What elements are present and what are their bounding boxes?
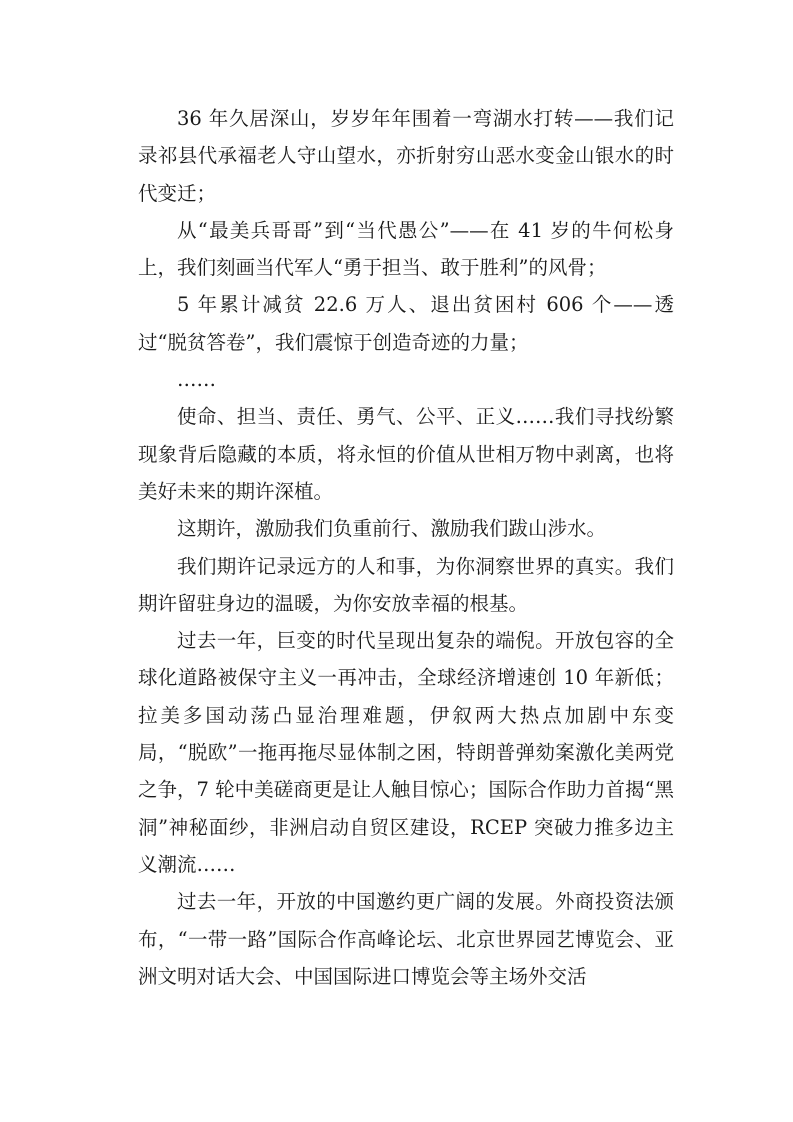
paragraph: 我们期许记录远方的人和事，为你洞察世界的真实。我们期许留驻身边的温暖，为你安放幸福的根基。 <box>138 554 674 615</box>
paragraph: 从“最美兵哥哥”到“当代愚公”——在 41 岁的牛何松身上，我们刻画当代军人“勇于担当、敢于胜利”的风骨； <box>138 218 674 280</box>
paragraph: 这期许，激励我们负重前行、激励我们跋山涉水。 <box>177 517 607 541</box>
paragraph: 5 年累计减贫 22.6 万人、退出贫困村 606 个——透过“脱贫答卷”，我们震惊于创造奇迹的力量； <box>138 293 674 354</box>
paragraph: 过去一年，巨变的时代呈现出复杂的端倪。开放包容的全球化道路被保守主义一再冲击，全球经济增速创 10 年新低；拉美多国动荡凸显治理难题，伊叙两大热点加剧中东变局，“脱欧”一拖再拖尽显体制之困，特朗普弹劾案激化美两党之争，7 轮中美磋商更是让人触目惊心；国际合作助力首揭“黑洞”神秘面纱，非洲启动自贸区建设，RCEP 突破力推多边主义潮流…… <box>138 629 674 876</box>
body-text <box>138 100 674 995</box>
paragraph: 使命、担当、责任、勇气、公平、正义……我们寻找纷繁现象背后隐藏的本质，将永恒的价值从世相万物中剥离，也将美好未来的期许深植。 <box>138 405 674 503</box>
paragraph: 过去一年，开放的中国邀约更广阔的发展。外商投资法颁布，“一带一路”国际合作高峰论坛、北京世界园艺博览会、亚洲文明对话大会、中国国际进口博览会等主场外交活 <box>138 890 674 988</box>
ellipsis-paragraph: …… <box>177 368 216 392</box>
paragraph: 36 年久居深山，岁岁年年围着一弯湖水打转——我们记录祁县代承福老人守山望水，亦折射穷山恶水变金山银水的时代变迁； <box>138 107 674 205</box>
